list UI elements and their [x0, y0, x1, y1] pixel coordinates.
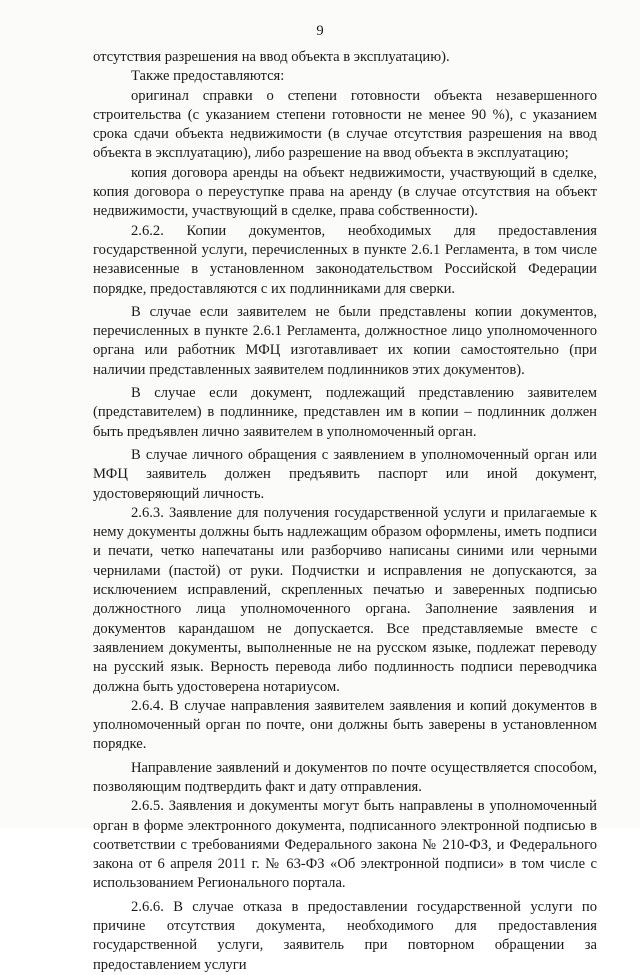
paragraph: отсутствия разрешения на ввод объекта в эксплуатацию).: [93, 49, 450, 65]
paragraph: В случае личного обращения с заявлением в уполномоченный орган или МФЦ заявитель должен предъявить паспорт или иной документ, удостоверяющий личность.: [93, 446, 597, 502]
paragraph: 2.6.5. Заявления и документы могут быть направлены в уполномоченный орган в форме электронного документа, подписанного электронной подписью в соответствии с требованиями Федерального закона № 210-ФЗ, и Федерального закона от 6 апреля 2011 г. № 63-ФЗ «Об электронной подписи» в том числе с использованием Регионального портала.: [93, 798, 597, 892]
paragraph: В случае если заявителем не были представлены копии документов, перечисленных в пункте 2.6.1 Регламента, должностное лицо уполномоченного органа или работник МФЦ изготавливает их копии самостоятельно (при наличии представленных заявителем подлинников этих документов).: [93, 303, 597, 378]
paragraph: 2.6.4. В случае направления заявителем заявления и копий документов в уполномоченный орган по почте, они должны быть заверены в установленном порядке.: [93, 697, 597, 753]
paragraph: копия договора аренды на объект недвижимости, участвующий в сделке, копия договора о переуступке права на аренду (в случае отсутствия на объект недвижимости, участвующий в сделке, права собственности).: [93, 164, 597, 220]
paragraph: В случае если документ, подлежащий представлению заявителем (представителем) в подлиннике, представлен им в копии – подлинник должен быть предъявлен лично заявителем в уполномоченный орган.: [93, 385, 597, 440]
paragraph: Также предоставляются:: [131, 68, 285, 85]
paragraph: Направление заявлений и документов по почте осуществляется способом, позволяющим подтвердить факт и дату отправления.: [93, 759, 597, 795]
paragraph: оригинал справки о степени готовности объекта незавершенного строительства (с указанием степени готовности не менее 90 %), с указанием срока сдачи объекта недвижимости (в случае отсутствия разрешения на ввод объекта в эксплуатацию), либо разрешение на ввод объекта в эксплуатацию;: [93, 87, 597, 162]
paragraph: 2.6.3. Заявление для получения государственной услуги и прилагаемые к нему документы должны быть надлежащим образом оформлены, иметь подписи и печати, четко напечатаны или разборчиво написаны синими или черными чернилами (пастой) от руки. Подчистки и исправления не допускаются, за исключением исправлений, скрепленных печатью и заверенных подписью должностного лица уполномоченного органа. Заполнение заявления и документов карандашом не допускается. Все представляемые вместе с заявлением документы, выполненные не на русском языке, подлежат переводу на русский язык. Верность перевода либо подлинность подписи переводчика должна быть удостоверена нотариусом.: [93, 504, 597, 695]
document-body: [93, 48, 597, 975]
page-number: 9: [316, 23, 324, 39]
paragraph: 2.6.2. Копии документов, необходимых для предоставления государственной услуги, перечисленных в пункте 2.6.1 Регламента, в том числе независенные в установленном законодательством Российской Федерации порядке, предоставляются с их подлинниками для сверки.: [93, 222, 597, 297]
paragraph: 2.6.6. В случае отказа в предоставлении государственной услуги по причине отсутствия документа, необходимого для предоставления государственной услуги, заявитель при повторном обращении за предоставлением услуги: [93, 898, 597, 973]
